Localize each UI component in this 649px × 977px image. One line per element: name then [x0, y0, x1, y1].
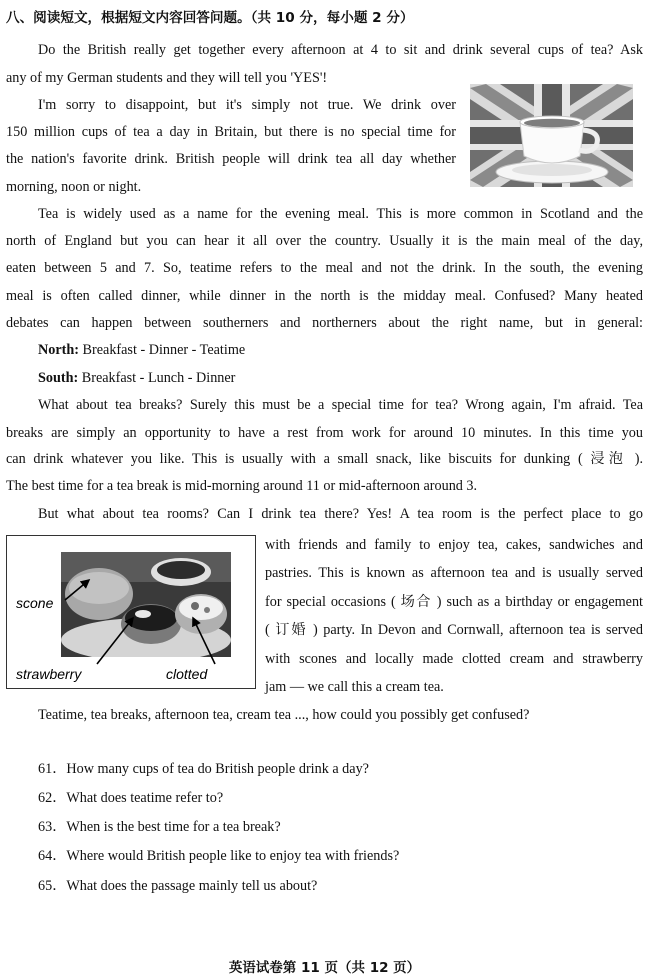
p3-line-1: Tea is widely used as a name for the evening meal. This is more common in Scotland and the: [38, 206, 643, 222]
teacup-union-jack-image: [470, 84, 633, 187]
question-61: 61．How many cups of tea do British people drink a day?: [38, 761, 369, 777]
p3-line-5: debates can happen between southerners and northerners about the right name, but in general:: [6, 315, 643, 331]
question-64: 64．Where would British people like to enjoy tea with friends?: [38, 848, 400, 864]
scone-label: scone: [16, 595, 54, 611]
page-footer: 英语试卷第 11 页（共 12 页）: [228, 960, 421, 976]
south-text: Breakfast - Lunch - Dinner: [81, 370, 236, 386]
p4-line-4: The best time for a tea break is mid-morning around 11 or mid-afternoon around 3.: [6, 478, 478, 494]
south-row: [38, 370, 649, 386]
section-title: 八、阅读短文，根据短文内容回答问题。（共 10 分，每小题 2 分）: [6, 10, 414, 26]
question-62: 62．What does teatime refer to?: [38, 790, 224, 806]
north-row: [38, 342, 649, 358]
north-label: North:: [38, 342, 79, 358]
p6-line: Teatime, tea breaks, afternoon tea, cream tea ..., how could you possibly get confused?: [38, 707, 530, 723]
cream-tea-figure: [6, 535, 256, 689]
p1-line-2: any of my German students and they will tell you 'YES'!: [6, 70, 328, 86]
p3-line-4: meal is often called dinner, while dinner in the north is the midday meal. Confused? Many heated: [6, 288, 643, 304]
p2-line-2: 150 million cups of tea a day in Britain, but there is no special time for: [6, 124, 456, 140]
p5-line-3: pastries. This is known as afternoon tea and is usually served: [265, 565, 643, 581]
p4-line-1: What about tea breaks? Surely this must be a special time for tea? Wrong again, I'm afraid. Tea: [38, 397, 643, 413]
p3-line-2: north of England but you can hear it all over the country. Usually it is the main meal of the day,: [6, 233, 643, 249]
question-63: 63．When is the best time for a tea break?: [38, 819, 281, 835]
p3-line-3: eaten between 5 and 7. So, teatime refers to the meal and not the drink. In the south, the evening: [6, 260, 643, 276]
question-65: 65．What does the passage mainly tell us about?: [38, 878, 318, 894]
p1-line-1: Do the British really get together every afternoon at 4 to sit and drink several cups of tea? Ask: [38, 42, 643, 58]
p5-line-5: ( 订婚 ) party. In Devon and Cornwall, afternoon tea is served: [265, 622, 643, 638]
p2-line-4: morning, noon or night.: [6, 179, 142, 195]
north-text: Breakfast - Dinner - Teatime: [82, 342, 246, 358]
p2-line-3: the nation's favorite drink. British people will drink tea all day whether: [6, 151, 456, 167]
p4-line-3: can drink whatever you like. This is usually with a small snack, like biscuits for dunking ( 浸泡 ).: [6, 451, 643, 467]
p2-line-1: I'm sorry to disappoint, but it's simply not true. We drink over: [38, 97, 456, 113]
p5-line-2: with friends and family to enjoy tea, cakes, sandwiches and: [265, 537, 643, 553]
p5-line-6: with scones and locally made clotted cream and strawberry: [265, 651, 643, 667]
p5-line-1: But what about tea rooms? Can I drink tea there? Yes! A tea room is the perfect place to go: [38, 506, 643, 522]
south-label: South:: [38, 370, 79, 386]
p5-line-4: for special occasions ( 场合 ) such as a birthday or engagement: [265, 594, 643, 610]
p4-line-2: breaks are simply an opportunity to have a rest from work for around 10 minutes. In this time you: [6, 425, 643, 441]
clotted-label: clotted: [166, 666, 208, 682]
p5-line-7: jam — we call this a cream tea.: [265, 679, 444, 695]
strawberry-label: strawberry: [16, 666, 82, 682]
